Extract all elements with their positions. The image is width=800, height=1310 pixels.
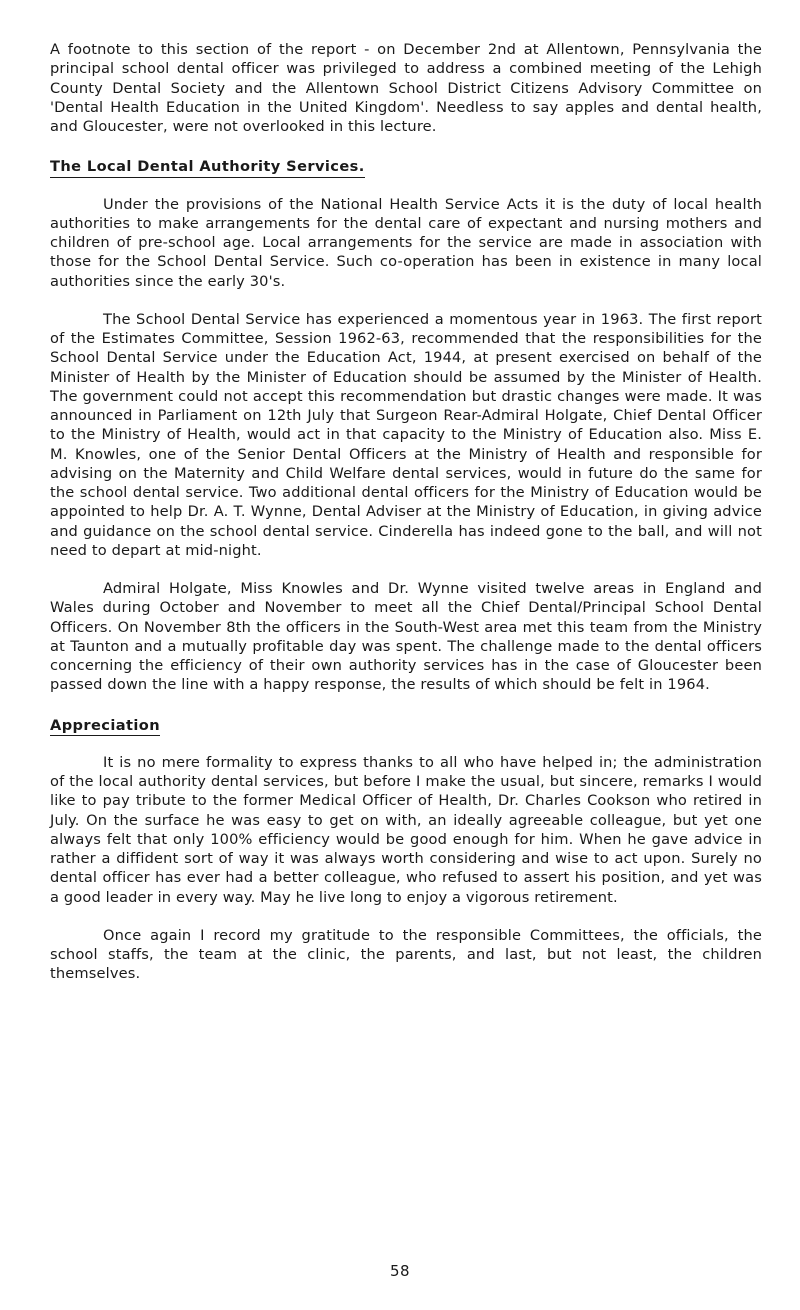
page-number: 58 [389, 1262, 411, 1280]
paragraph-tribute: It is no mere formality to express thanks to all who have helped in; the administration of the local authority dental services, but before I make the usual, but sincere, remarks I would like to pay tribute to the former Medical Officer of Health, Dr. Charles Cookson who retired in July. On the surface he was easy to get on with, an ideally agreeable colleague, but yet one always felt that only 100% efficiency would be good enough for him. When he gave advice in rather a diffident sort of way it was always worth considering and wise to act upon. Surely no dental officer has ever had a better colleague, who refused to assert his position, and yet was a good leader in every way. May he live long to enjoy a vigorous retirement. [50, 753, 762, 906]
section-heading-local-dental-authority: The Local Dental Authority Services. [50, 157, 365, 177]
paragraph-regional-visits: Admiral Holgate, Miss Knowles and Dr. Wynne visited twelve areas in England and Wales during October and November to meet all the Chief Dental/Principal School Dental Officers. On November 8th the officers in the South-West area met this team from the Ministry at Taunton and a mutually profitable day was spent. The challenge made to the dental officers concerning the efficiency of their own authority services has in the case of Gloucester been passed down the line with a happy response, the results of which should be felt in 1964. [50, 580, 762, 694]
paragraph-school-dental-service-1963: The School Dental Service has experienced a momentous year in 1963. The first report of the Estimates Committee, Session 1962-63, recommended that the responsibilities for the School Dental Service under the Education Act, 1944, at present exercised on behalf of the Minister of Health by the Minister of Education should be assumed by the Minister of Health. The government could not accept this recommendation but drastic changes were made. It was announced in Parliament on 12th July that Surgeon Rear-Admiral Holgate, Chief Dental Officer to the Ministry of Health, would act in that capacity to the Ministry of Education also. Miss E. M. Knowles, one of the Senior Dental Officers at the Ministry of Health and responsible for advising on the Maternity and Child Welfare dental services, would in future do the same for the school dental service. Two additional dental officers for the Ministry of Education would be appointed to help Dr. A. T. Wynne, Dental Adviser at the Ministry of Education, in giving advice and guidance on the school dental service. Cinderella has indeed gone to the ball, and will not need to depart at mid-night. [50, 310, 762, 559]
document-page [50, 40, 762, 984]
paragraph-gratitude: Once again I record my gratitude to the responsible Committees, the officials, the school staffs, the team at the clinic, the parents, and last, but not least, the children themselves. [50, 926, 762, 983]
section-heading-appreciation: Appreciation [50, 716, 160, 736]
paragraph-nhs-provisions: Under the provisions of the National Health Service Acts it is the duty of local health authorities to make arrangements for the dental care of expectant and nursing mothers and children of pre-school age. Local arrangements for the service are made in association with those for the School Dental Service. Such co-operation has been in existence in many local authorities since the early 30's. [50, 195, 762, 290]
intro-paragraph: A footnote to this section of the report - on December 2nd at Allentown, Pennsylvania the principal school dental officer was privileged to address a combined meeting of the Lehigh County Dental Society and the Allentown School District Citizens Advisory Committee on 'Dental Health Education in the United Kingdom'. Needless to say apples and dental health, and Gloucester, were not overlooked in this lecture. [50, 41, 762, 135]
